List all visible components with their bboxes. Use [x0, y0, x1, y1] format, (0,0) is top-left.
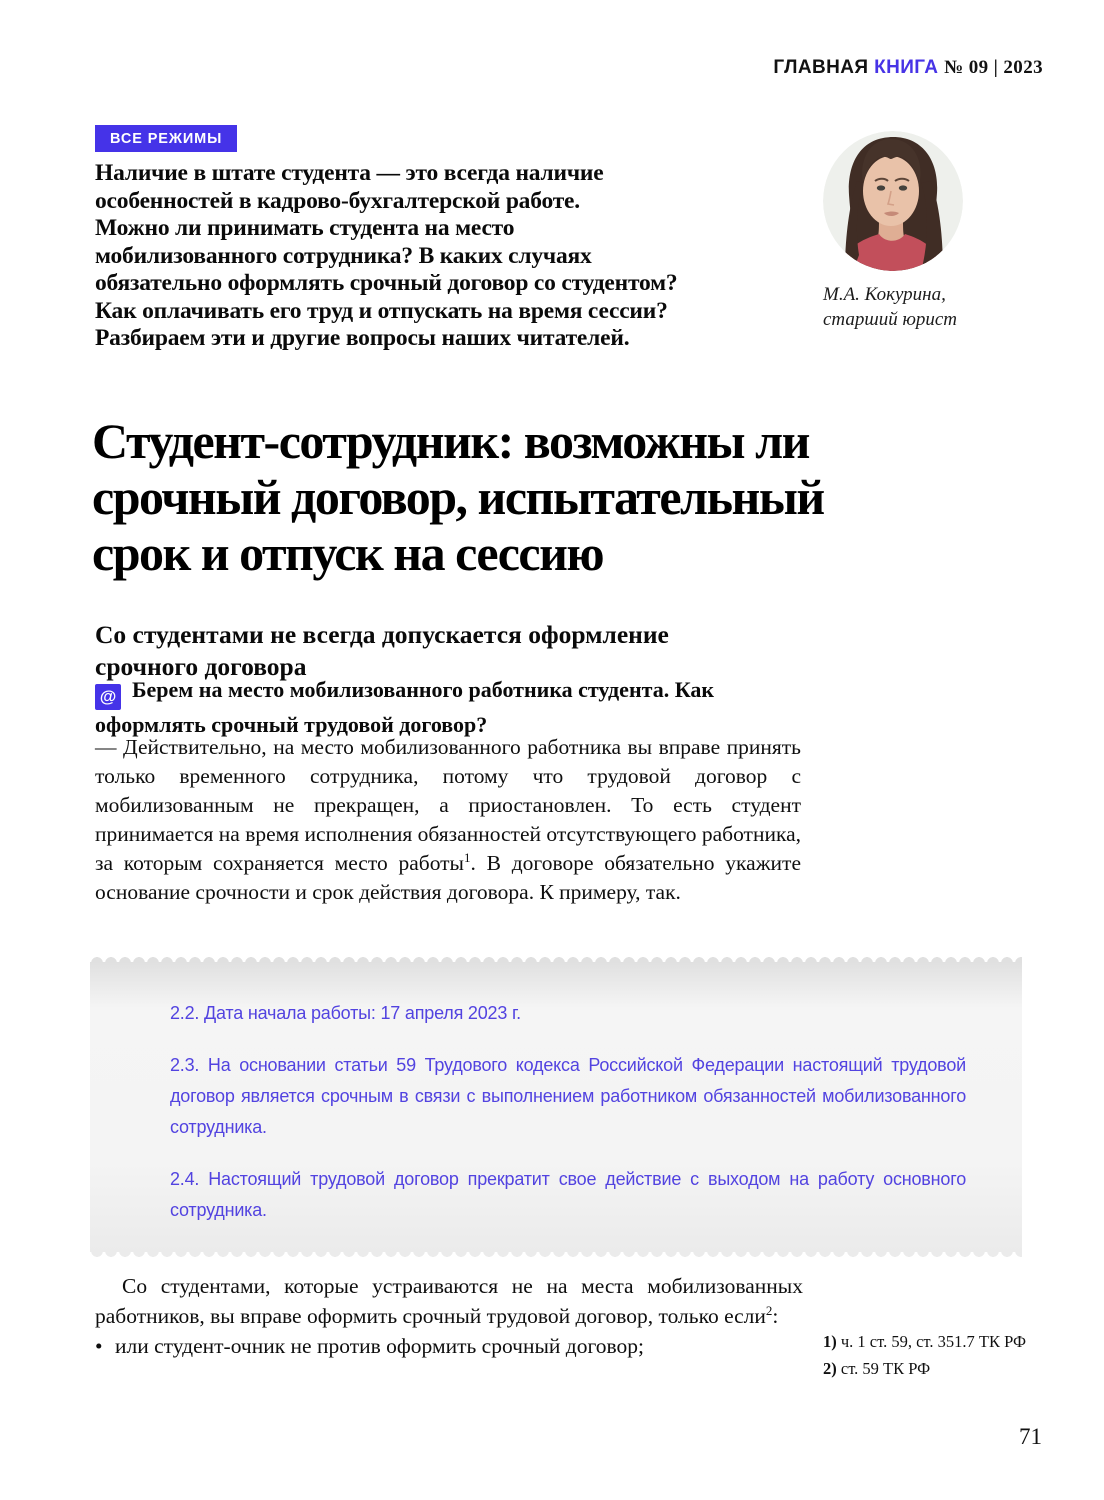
masthead-brand-part1: ГЛАВНАЯ — [773, 57, 869, 78]
at-question-icon: @ — [95, 684, 121, 710]
rubric-badge: ВСЕ РЕЖИМЫ — [95, 125, 237, 152]
author-block — [823, 131, 1033, 332]
footnote-2-num: 2) — [823, 1359, 837, 1378]
closing-text — [95, 1271, 803, 1331]
torn-edge-bottom — [90, 1252, 1022, 1261]
footnote-ref-2: 2 — [765, 1302, 773, 1318]
author-photo — [823, 131, 963, 271]
bullet-icon: • — [95, 1334, 103, 1358]
footnote-1-num: 1) — [823, 1332, 837, 1351]
author-caption: М.А. Кокурина, старший юрист — [823, 284, 958, 330]
footnote-1-text: ч. 1 ст. 59, ст. 351.7 ТК РФ — [840, 1332, 1027, 1351]
article-lede: Наличие в штате студента — это всегда наличие особенностей в кадрово-бухгалтерской работе. Можно ли принимать студента на место мобилизованного сотрудника? В каких случаях обязательно оформлять срочный договор со студентом? Как оплачивать его труд и отпускать на время сессии? Разбираем эти и другие вопросы наших читателей. — [95, 160, 678, 351]
footnote-ref-1: 1 — [464, 849, 471, 865]
masthead-issue: № 09 | 2023 — [944, 57, 1043, 78]
masthead — [773, 57, 1043, 79]
closing-text-colon: : — [772, 1304, 779, 1328]
footnote-2-text: ст. 59 ТК РФ — [840, 1359, 931, 1378]
bullet-item — [95, 1331, 803, 1361]
contract-clause-2-3: 2.3. На основании статьи 59 Трудового кодекса Российской Федерации настоящий трудовой договор является срочным в связи с выполнением работником обязанностей мобилизованного сотрудника. — [170, 1055, 966, 1137]
closing-text-main: Со студентами, которые устраиваются не на места мобилизованных работников, вы вправе оформить срочный трудовой договор, только если — [95, 1274, 803, 1328]
expert-answer — [95, 733, 801, 907]
reader-question — [95, 675, 805, 741]
masthead-brand-part2: КНИГА — [874, 57, 939, 78]
closing-paragraph — [95, 1271, 803, 1361]
author-portrait-illustration — [823, 131, 963, 271]
contract-clause-2-2: 2.2. Дата начала работы: 17 апреля 2023 г. — [170, 1003, 521, 1023]
answer-text: — Действительно, на место мобилизованного работника вы вправе принять только временного сотрудника, потому что трудовой договор с мобилизованным не прекращен, а приостановлен. То есть студент принимается на время исполнения обязанностей отсутствующего работника, за которым сохраняется место работы — [95, 735, 801, 875]
contract-excerpt-box — [90, 953, 1022, 1261]
reader-question-text: Берем на место мобилизованного работника студента. Как оформлять срочный трудовой договор? — [95, 677, 715, 737]
torn-edge-top — [90, 953, 1022, 962]
answer-text-continued: . В договоре обязательно укажите основание срочности и срок действия договора. К примеру, так. — [95, 851, 801, 904]
bullet-item-text: или студент-очник не против оформить срочный договор; — [115, 1334, 644, 1358]
article-title: Студент-сотрудник: возможны ли срочный договор, испытательный срок и отпуск на сессию — [92, 412, 824, 581]
footnotes — [823, 1328, 1026, 1382]
footnote-2 — [823, 1355, 1026, 1382]
section-heading: Со студентами не всегда допускается оформление срочного договора — [95, 620, 669, 682]
contract-excerpt-body — [90, 962, 1022, 1252]
contract-clause-2-4: 2.4. Настоящий трудовой договор прекратит свое действие с выходом на работу основного сотрудника. — [170, 1169, 966, 1220]
page-number: 71 — [1019, 1424, 1042, 1449]
footnote-1 — [823, 1328, 1026, 1355]
